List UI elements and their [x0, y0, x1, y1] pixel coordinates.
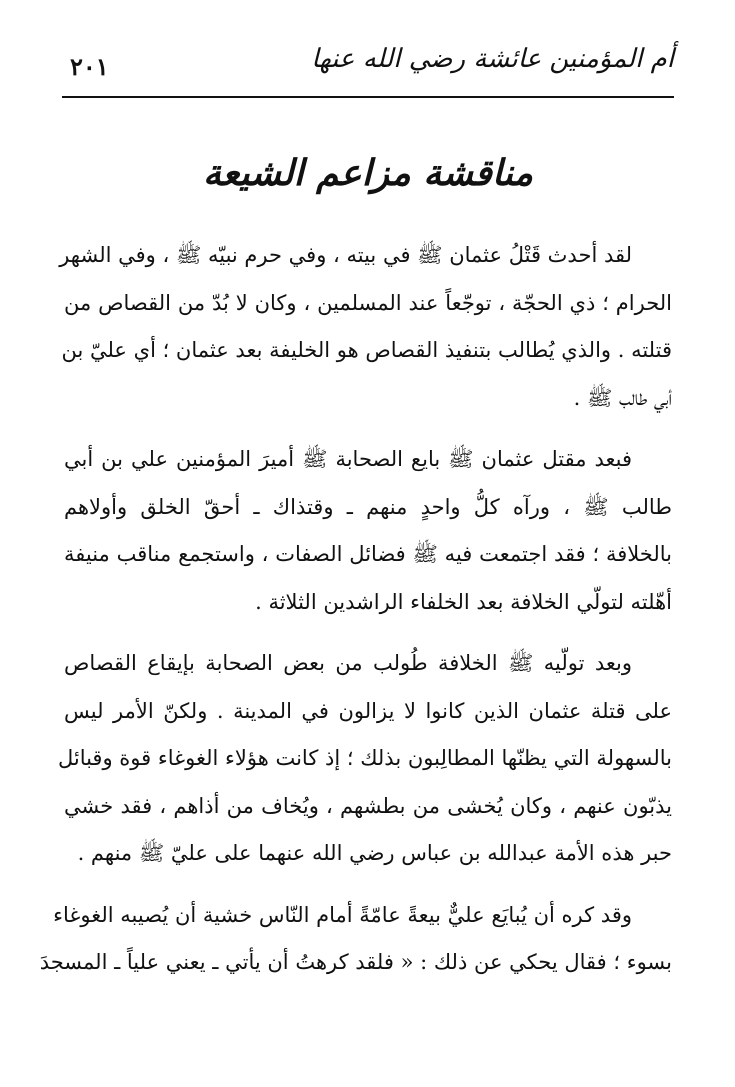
text-line: على قتلة عثمان الذين كانوا لا يزالون في المدينة . ولكنّ الأمر ليس [64, 698, 672, 723]
text-line: بالسهولة التي يظنّها المطالِبون بذلك ؛ إذ كانت هؤلاء الغوغاء قوة وقبائل [57, 746, 672, 770]
paragraph-3 [57, 640, 672, 878]
running-head: أم المؤمنين عائشة رضي الله عنها [311, 44, 674, 74]
text-line: وقد كره أن يُبايَع عليٌّ بيعةً عامّةً أمام النّاس خشية أن يُصيبه الغوغاء [53, 902, 632, 927]
text-line: الحرام ؛ ذي الحجّة ، توجّعاً عند المسلمين ، وكان لا بُدّ من القصاص من [64, 290, 672, 315]
text-line: أهّلته لتولّي الخلافة بعد الخلفاء الراشدين الثلاثة . [255, 589, 672, 614]
text-line: يذبّون عنهم ، وكان يُخشى من بطشهم ، ويُخاف من أذاهم ، فقد خشي [64, 793, 672, 818]
page-header [62, 38, 674, 94]
section-title: مناقشة مزاعم الشيعة [202, 152, 533, 194]
text-line: وبعد تولّيه ﷺ الخلافة طُولب من بعض الصحابة بإيقاع القصاص [64, 651, 632, 675]
paragraph-1 [59, 232, 672, 422]
page-number: ٢٠١ [70, 52, 109, 81]
text-line: لقد أحدث قَتْلُ عثمان ﷺ في بيته ، وفي حرم نبيّه ﷺ ، وفي الشهر [59, 243, 632, 267]
text-line: بسوء ؛ فقال يحكي عن ذلك : « فلقد كرهتُ أن يأتي ـ يعني علياً ـ المسجدَ [39, 950, 672, 974]
paragraph-2 [64, 436, 672, 626]
text-line: حبر هذه الأمة عبدالله بن عباس رضي الله عنهما على عليّ ﷺ منهم . [77, 841, 672, 865]
body-text [39, 232, 672, 1001]
header-rule [62, 96, 674, 98]
text-line: أبي طالب ﷺ . [573, 385, 672, 410]
text-line: فبعد مقتل عثمان ﷺ بايع الصحابة ﷺ أميرَ المؤمنين علي بن أبي [64, 447, 632, 471]
text-line: بالخلافة ؛ فقد اجتمعت فيه ﷺ فضائل الصفات ، واستجمع مناقب منيفة [64, 542, 672, 566]
text-line: طالب ﷺ ، ورآه كلُّ واحدٍ منهم ـ وقتذاك ـ أحقّ الخلق وأولاهم [64, 494, 672, 519]
paragraph-4 [39, 892, 672, 987]
text-line: قتلته . والذي يُطالب بتنفيذ القصاص هو الخليفة بعد عثمان ؛ أي عليّ بن [61, 338, 672, 362]
